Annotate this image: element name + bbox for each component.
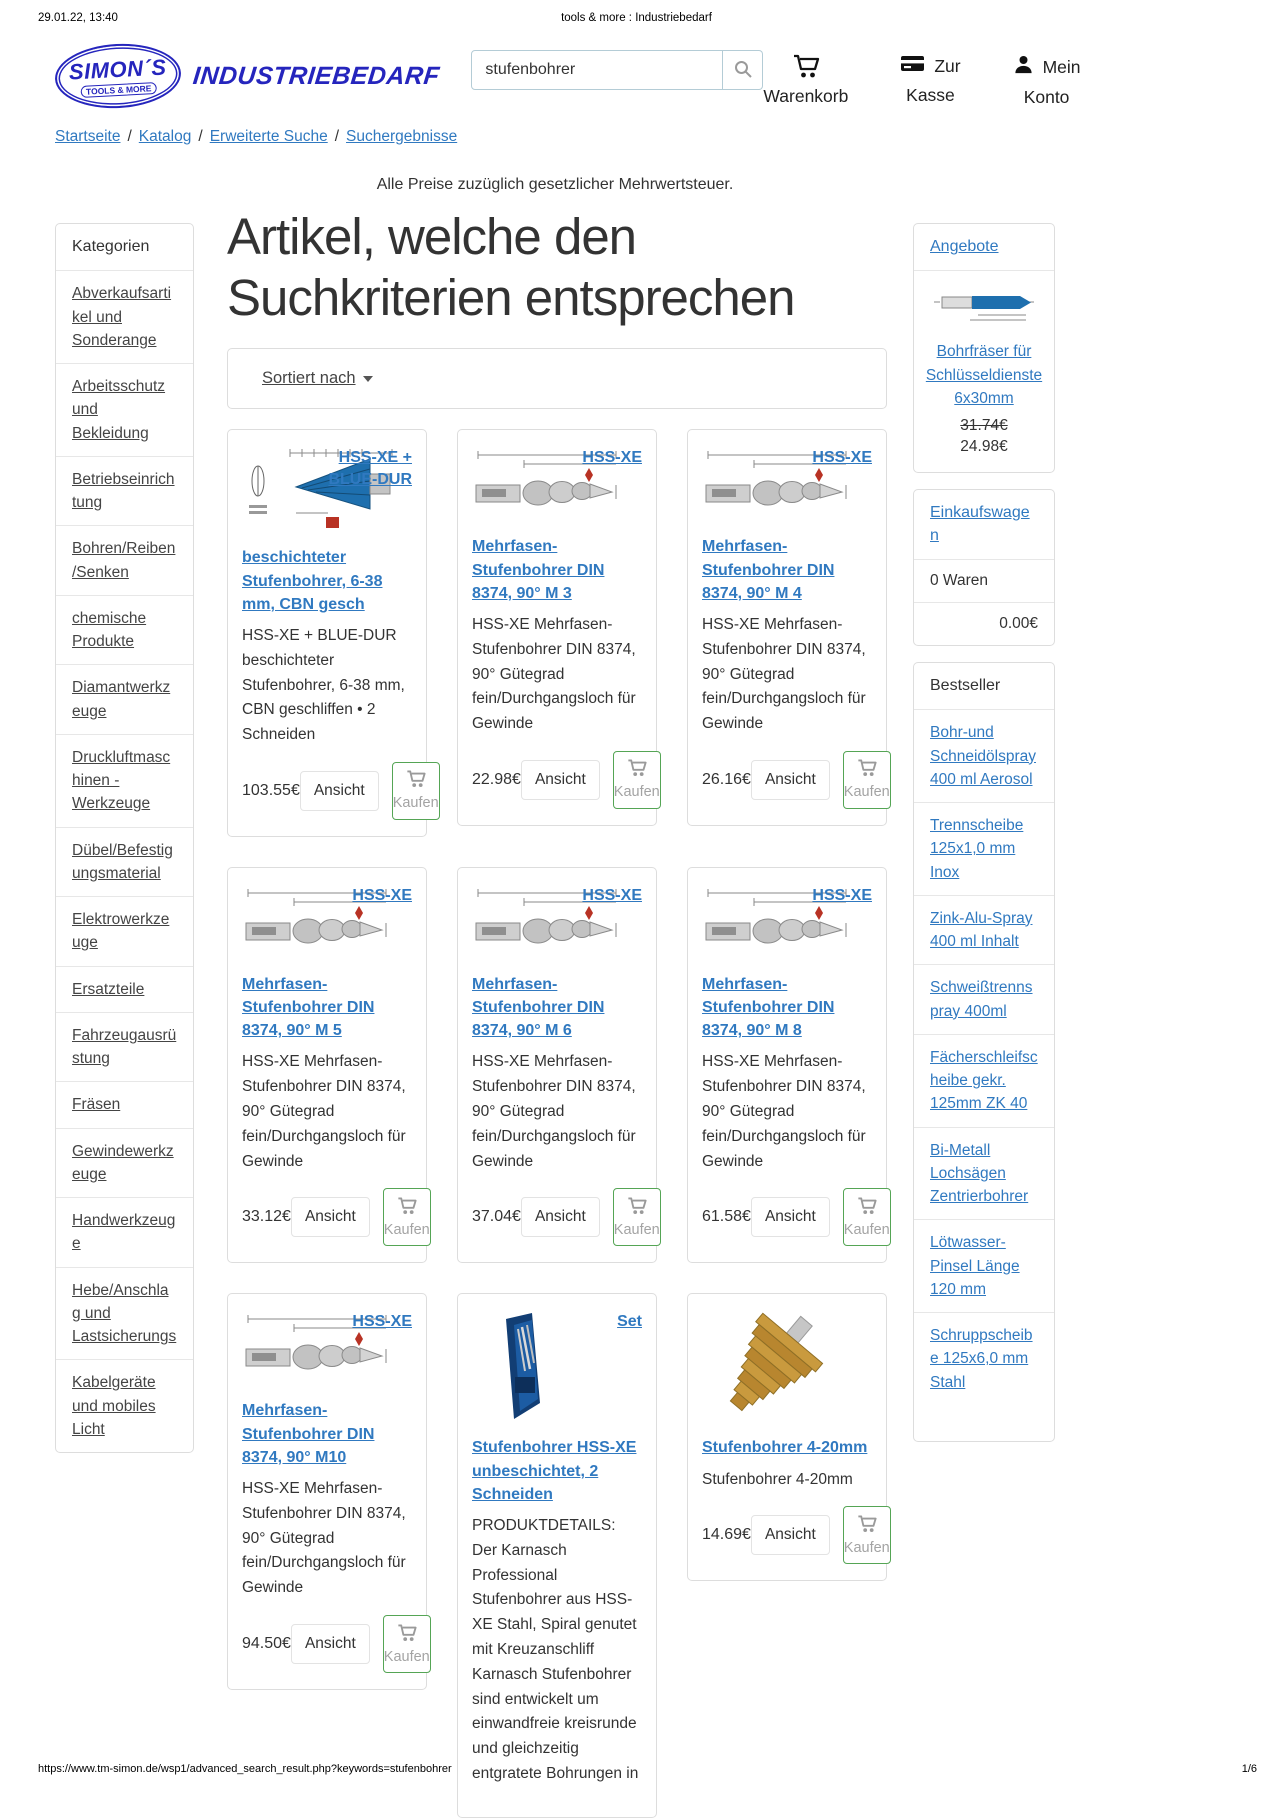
breadcrumb-link-katalog[interactable]: Katalog (138, 128, 192, 145)
cart-icon (626, 759, 648, 781)
product-card (687, 429, 890, 826)
print-timestamp: 29.01.22, 13:40 (38, 12, 118, 24)
product-brand-link[interactable]: HSS-XE (812, 449, 872, 467)
kaufen-button-label: Kaufen (613, 784, 660, 801)
product-buy-row (702, 751, 890, 809)
ansicht-button[interactable]: Ansicht (751, 760, 830, 800)
ansicht-button[interactable]: Ansicht (300, 771, 379, 811)
chevron-down-icon (363, 376, 373, 382)
categories-sidebar (55, 223, 194, 1453)
product-brand-link[interactable]: HSS-XE (352, 886, 412, 904)
product-price: 37.04€ (472, 1208, 521, 1226)
category-link[interactable]: Diamantwerkzeuge (72, 679, 171, 720)
category-item (56, 828, 193, 898)
product-brand-link[interactable]: HSS-XE (582, 449, 642, 467)
product-description: HSS-XE Mehrfasen-Stufenbohrer DIN 8374, 90° Gütegrad fein/Durchgangsloch für Gewinde (472, 615, 636, 733)
account-nav-label-bottom: Konto (1023, 87, 1070, 107)
cart-icon (396, 1197, 418, 1219)
category-link[interactable]: Fräsen (72, 1096, 121, 1114)
cart-nav-label: Warenkorb (763, 86, 849, 106)
product-description: HSS-XE Mehrfasen-Stufenbohrer DIN 8374, 90° Gütegrad fein/Durchgangsloch für Gewinde (242, 1053, 406, 1170)
category-link[interactable]: Kabelgeräte und mobiles Licht (72, 1374, 156, 1438)
offer-old-price: 31.74€ (960, 417, 1008, 435)
product-price: 61.58€ (702, 1208, 751, 1226)
breadcrumb-link-startseite[interactable]: Startseite (55, 128, 121, 145)
bestseller-item (914, 1128, 1054, 1221)
bestseller-link[interactable]: Lötwasser-Pinsel Länge 120 mm (930, 1234, 1020, 1298)
product-card (457, 429, 660, 826)
footer-page-number: 1/6 (1241, 1763, 1257, 1775)
drill-set-package-image (472, 1311, 572, 1423)
print-doc-title: tools & more : Industriebedarf (561, 12, 712, 24)
category-item (56, 1360, 193, 1452)
product-buy-row (242, 762, 439, 820)
bestseller-link[interactable]: Fächerschleifscheibe gekr. 125mm ZK 40 (930, 1048, 1038, 1113)
bestseller-link[interactable]: Trennscheibe 125x1,0 mm Inox (930, 817, 1024, 881)
ansicht-button[interactable]: Ansicht (521, 760, 600, 800)
bestseller-item (914, 710, 1054, 803)
breadcrumb-separator: / (127, 128, 132, 145)
product-card (457, 1293, 657, 1817)
print-header (0, 12, 1273, 24)
checkout-nav-label-bottom: Kasse (906, 85, 955, 105)
category-item (56, 271, 193, 364)
product-card (687, 1293, 890, 1581)
ansicht-button[interactable]: Ansicht (521, 1197, 600, 1237)
category-link[interactable]: Arbeitsschutz und Bekleidung (72, 378, 166, 442)
product-buy-row (472, 1188, 660, 1246)
bestseller-link[interactable]: Schruppscheibe 125x6,0 mm Stahl (930, 1327, 1033, 1391)
vat-notice: Alle Preise zuzüglich gesetzlicher Mehrwertsteuer. (376, 176, 734, 193)
category-link[interactable]: Betriebseinrichtung (72, 470, 175, 512)
product-card (227, 429, 439, 837)
product-description: HSS-XE Mehrfasen-Stufenbohrer DIN 8374, 90° Gütegrad fein/Durchgangsloch für Gewinde (702, 1053, 866, 1170)
bestseller-link[interactable]: Bohr-und Schneidölspray 400 ml Aerosol (930, 724, 1036, 788)
category-link[interactable]: Ersatzteile (72, 980, 145, 998)
page-title: Artikel, welche den Suchkriterien entsprechen (227, 208, 795, 327)
bestseller-link[interactable]: Zink-Alu-Spray 400 ml Inhalt (930, 909, 1033, 951)
category-item (56, 364, 193, 457)
logo-text-simons: SIMON´S (68, 53, 168, 85)
kaufen-button[interactable] (843, 751, 891, 809)
product-brand-link[interactable]: HSS-XE (812, 886, 872, 904)
gold-step-drill-image (702, 1311, 832, 1423)
kaufen-button[interactable] (613, 751, 661, 809)
bestsellers-list (914, 710, 1054, 1405)
magnifier-icon (733, 59, 753, 82)
bestseller-item (914, 965, 1054, 1035)
ansicht-button[interactable]: Ansicht (291, 1197, 370, 1237)
category-item (56, 1013, 193, 1083)
category-item (56, 1198, 193, 1268)
category-link[interactable]: Druckluftmaschinen - Werkzeuge (72, 748, 171, 813)
kaufen-button-label: Kaufen (843, 1539, 890, 1556)
site-logo[interactable] (55, 44, 439, 108)
checkout-nav-item[interactable] (900, 54, 960, 108)
product-brand-link[interactable]: HSS-XE + BLUE-DUR (328, 449, 412, 488)
cart-icon (626, 1197, 648, 1219)
kaufen-button[interactable] (383, 1188, 431, 1246)
product-title-link[interactable]: Stufenbohrer HSS-XE unbeschichtet, 2 Schneiden (472, 1439, 637, 1503)
offer-price: 24.98€ (960, 438, 1008, 456)
ansicht-button[interactable]: Ansicht (291, 1624, 370, 1664)
product-title-link[interactable]: Stufenbohrer 4-20mm (702, 1439, 868, 1457)
product-title-link[interactable]: Mehrfasen-Stufenbohrer DIN 8374, 90° M 4 (702, 538, 835, 602)
product-buy-row (702, 1188, 890, 1246)
breadcrumb-link-erweiterte-suche[interactable]: Erweiterte Suche (209, 128, 328, 145)
category-link[interactable]: Bohren/Reiben/Senken (72, 540, 176, 581)
breadcrumb-link-suchergebnisse[interactable]: Suchergebnisse (346, 128, 458, 145)
kaufen-button-label: Kaufen (392, 795, 439, 812)
credit-card-icon (900, 54, 925, 78)
cart-icon (405, 770, 427, 792)
search-bar (471, 50, 763, 90)
category-item (56, 967, 193, 1013)
kaufen-button-label: Kaufen (383, 1221, 430, 1238)
product-brand-link[interactable]: HSS-XE (582, 886, 642, 904)
search-input[interactable] (471, 50, 723, 90)
checkout-nav-label-top: Zur (934, 55, 961, 76)
breadcrumb (55, 128, 1055, 146)
cart-icon (856, 1197, 878, 1219)
product-price: 22.98€ (472, 770, 521, 788)
sort-card (227, 348, 887, 409)
product-description: PRODUKTDETAILS: Der Karnasch Professional Stufenbohrer aus HSS-XE Stahl, Spiral genutet mit Kreuzanschliff Karnasch Stufenbohrer sind entwickelt um einwandfreie kreisrunde und gleichzeitig entgratete Bohrungen in (472, 1517, 639, 1782)
bestseller-item (914, 803, 1054, 896)
breadcrumb-separator: / (334, 128, 340, 145)
bestsellers-panel (913, 662, 1055, 1442)
category-link[interactable]: Gewindewerkzeuge (72, 1142, 174, 1183)
product-buy-row (242, 1188, 430, 1246)
categories-list (56, 271, 193, 1452)
sort-dropdown[interactable]: Sortiert nach (262, 369, 356, 388)
kaufen-button-label: Kaufen (843, 1221, 890, 1238)
bestseller-link[interactable]: Schweißtrennspray 400ml (930, 979, 1033, 1020)
product-image[interactable] (702, 1311, 872, 1428)
categories-header: Kategorien (56, 224, 193, 271)
bestseller-item (914, 896, 1054, 966)
category-item (56, 1082, 193, 1128)
category-item (56, 665, 193, 735)
kaufen-button[interactable] (392, 762, 440, 820)
ansicht-button[interactable]: Ansicht (751, 1515, 830, 1555)
product-description: HSS-XE + BLUE-DUR beschichteter Stufenbohrer, 6-38 mm, CBN geschliffen • 2 Schneiden (242, 626, 405, 744)
user-icon (1013, 54, 1034, 80)
offer-product-link[interactable]: Bohrfräser für Schlüsseldienste 6x30mm (925, 343, 1043, 407)
bestseller-item (914, 1313, 1054, 1405)
category-link[interactable]: Dübel/Befestigungsmaterial (72, 841, 173, 882)
site-header (55, 44, 1081, 108)
bestseller-link[interactable]: Bi-Metall Lochsägen Zentrierbohrer (930, 1141, 1029, 1206)
category-link[interactable]: Handwerkzeuge (72, 1212, 176, 1253)
category-link[interactable]: Abverkaufsartikel und Sonderange (72, 285, 172, 349)
offers-panel (913, 223, 1055, 473)
bestseller-empty-item (914, 1405, 1054, 1441)
shopping-cart-icon (791, 54, 821, 79)
product-description: HSS-XE Mehrfasen-Stufenbohrer DIN 8374, 90° Gütegrad fein/Durchgangsloch für Gewinde (702, 615, 866, 733)
kaufen-button[interactable] (383, 1615, 431, 1673)
category-link[interactable]: Elektrowerkzeuge (72, 911, 170, 952)
product-price: 103.55€ (242, 781, 300, 799)
product-buy-row (242, 1615, 430, 1673)
breadcrumb-separator: / (198, 128, 203, 145)
category-item (56, 526, 193, 596)
logo-text-tools-more: TOOLS & MORE (81, 82, 157, 98)
ansicht-button[interactable]: Ansicht (751, 1197, 830, 1237)
product-grid (227, 429, 890, 1817)
footer-url: https://www.tm-simon.de/wsp1/advanced_search_result.php?keywords=stufenbohrer (38, 1763, 452, 1775)
kaufen-button-label: Kaufen (383, 1648, 430, 1665)
product-title-link[interactable]: Mehrfasen-Stufenbohrer DIN 8374, 90° M10 (242, 1402, 375, 1466)
search-button[interactable] (723, 50, 763, 90)
cart-icon (856, 1515, 878, 1537)
einkaufswagen-link[interactable]: Einkaufswagen (930, 504, 1030, 544)
product-price: 33.12€ (242, 1208, 291, 1226)
account-nav-item[interactable] (1013, 54, 1081, 108)
category-link[interactable]: Fahrzeugausrüstung (72, 1026, 177, 1068)
product-buy-row (472, 751, 660, 809)
bestseller-item (914, 1220, 1054, 1313)
category-item (56, 596, 193, 666)
bestsellers-header: Bestseller (914, 663, 1054, 710)
kaufen-button-label: Kaufen (613, 1221, 660, 1238)
category-item (56, 1129, 193, 1199)
cart-nav-item[interactable] (763, 54, 848, 108)
category-link[interactable]: chemische Produkte (72, 609, 147, 651)
cart-item-count: 0 Waren (914, 560, 1054, 603)
bestseller-item (914, 1035, 1054, 1128)
search-results-main (227, 206, 890, 1818)
category-item (56, 1268, 193, 1361)
category-item (56, 897, 193, 967)
product-card (687, 867, 890, 1264)
category-item (56, 457, 193, 527)
right-sidebar (913, 223, 1055, 1442)
product-card (457, 867, 660, 1264)
product-title-link[interactable]: Mehrfasen-Stufenbohrer DIN 8374, 90° M 8 (702, 975, 835, 1040)
cart-icon (856, 759, 878, 781)
product-description: Stufenbohrer 4-20mm (702, 1470, 853, 1488)
product-title-link[interactable]: Mehrfasen-Stufenbohrer DIN 8374, 90° M 6 (472, 975, 605, 1040)
cart-panel (913, 489, 1055, 646)
category-link[interactable]: Hebe/Anschlag und Lastsicherungs (72, 1281, 177, 1346)
cart-total: 0.00€ (999, 614, 1038, 632)
logo-text-industriebedarf: INDUSTRIEBEDARF (191, 61, 441, 90)
kaufen-button[interactable] (843, 1506, 891, 1564)
kaufen-button[interactable] (613, 1188, 661, 1246)
product-card (227, 1293, 430, 1690)
product-buy-row (702, 1506, 890, 1564)
product-description: HSS-XE Mehrfasen-Stufenbohrer DIN 8374, 90° Gütegrad fein/Durchgangsloch für Gewinde (472, 1053, 636, 1170)
product-price: 14.69€ (702, 1526, 751, 1544)
header-nav (763, 44, 1080, 108)
angebote-link[interactable]: Angebote (930, 238, 999, 255)
product-card (227, 867, 430, 1264)
kaufen-button[interactable] (843, 1188, 891, 1246)
product-price: 94.50€ (242, 1635, 291, 1653)
product-title-link[interactable]: beschichteter Stufenbohrer, 6-38 mm, CBN gesch (242, 549, 383, 613)
account-nav-label-top: Mein (1042, 56, 1081, 77)
offer-product-image[interactable] (930, 312, 1038, 329)
product-title-link[interactable]: Mehrfasen-Stufenbohrer DIN 8374, 90° M 5 (242, 975, 375, 1040)
kaufen-button-label: Kaufen (843, 784, 890, 801)
product-price: 26.16€ (702, 770, 751, 788)
product-title-link[interactable]: Mehrfasen-Stufenbohrer DIN 8374, 90° M 3 (472, 538, 605, 602)
product-brand-link[interactable]: HSS-XE (352, 1313, 412, 1331)
logo-oval (53, 41, 182, 112)
category-item (56, 735, 193, 828)
product-brand-link[interactable]: Set (617, 1313, 642, 1331)
cart-icon (396, 1624, 418, 1646)
product-description: HSS-XE Mehrfasen-Stufenbohrer DIN 8374, 90° Gütegrad fein/Durchgangsloch für Gewinde (242, 1480, 406, 1597)
